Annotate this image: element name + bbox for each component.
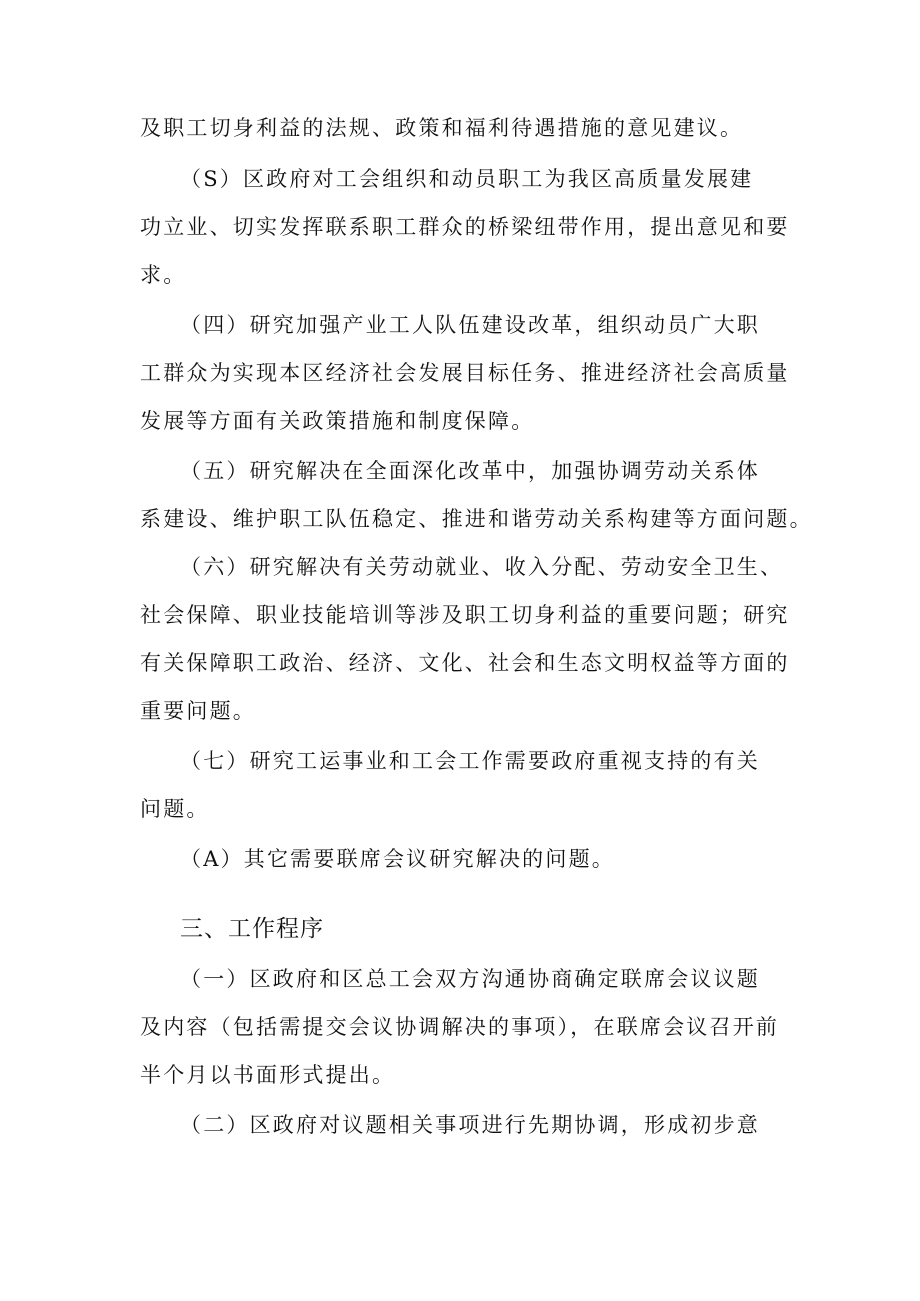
paragraph-line: 半个月以书面形式提出。: [140, 1063, 396, 1087]
paragraph-line: 系建设、维护职工队伍稳定、推进和谐劳动关系构建等方面问题。: [140, 507, 813, 531]
paragraph-line: 社会保障、职业技能培训等涉及职工切身利益的重要问题；研究: [140, 603, 790, 627]
paragraph-line: 发展等方面有关政策措施和制度保障。: [140, 409, 535, 433]
paragraph-line: 功立业、切实发挥联系职工群众的桥梁纽带作用，提出意见和要: [140, 215, 790, 239]
paragraph-line: 工群众为实现本区经济社会发展目标任务、推进经济社会高质量: [140, 361, 790, 385]
paragraph-line: 及内容（包括需提交会议协调解决的事项），在联席会议召开前: [140, 1015, 780, 1039]
paragraph-line: 问题。: [140, 797, 210, 821]
paragraph-line: 重要问题。: [140, 699, 256, 723]
paragraph-line: （五）研究解决在全面深化改革中，加强协调劳动关系体: [180, 459, 760, 483]
paragraph-line: （六）研究解决有关劳动就业、收入分配、劳动安全卫生、: [180, 555, 784, 579]
paragraph-line: 有关保障职工政治、经济、文化、社会和生态文明权益等方面的: [140, 651, 790, 675]
paragraph-line: 求。: [140, 263, 187, 287]
paragraph-line: （二）区政府对议题相关事项进行先期协调，形成初步意: [180, 1113, 760, 1137]
paragraph-line: （一）区政府和区总工会双方沟通协商确定联席会议议题: [180, 967, 760, 991]
section-heading: 三、工作程序: [180, 916, 324, 942]
paragraph-line: 及职工切身利益的法规、政策和福利待遇措施的意见建议。: [140, 116, 744, 140]
paragraph-line: （S）区政府对工会组织和动员职工为我区高质量发展建: [180, 167, 754, 191]
paragraph-line: （七）研究工运事业和工会工作需要政府重视支持的有关: [180, 749, 760, 773]
paragraph-line: （四）研究加强产业工人队伍建设改革，组织动员广大职: [180, 313, 760, 337]
paragraph-line: （A）其它需要联席会议研究解决的问题。: [180, 847, 615, 871]
